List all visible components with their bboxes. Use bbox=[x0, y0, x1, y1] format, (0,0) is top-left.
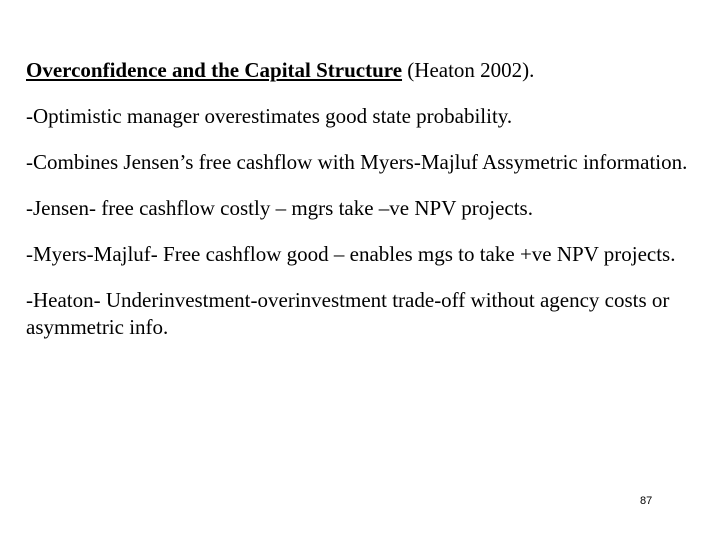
slide-title-citation: (Heaton 2002). bbox=[402, 58, 535, 82]
page-number: 87 bbox=[640, 495, 653, 507]
point-optimistic-manager: -Optimistic manager overestimates good state probability. bbox=[26, 104, 513, 128]
slide-content bbox=[26, 57, 696, 360]
point-jensen: -Jensen- free cashflow costly – mgrs take –ve NPV projects. bbox=[26, 196, 533, 220]
point-heaton: -Heaton- Underinvestment-overinvestment trade-off without agency costs or asymmetric info. bbox=[26, 288, 670, 339]
point-combines-jensen-myers: -Combines Jensen’s free cashflow with Myers-Majluf Assymetric information. bbox=[26, 150, 688, 174]
slide-title bbox=[26, 57, 696, 84]
point-myers-majluf: -Myers-Majluf- Free cashflow good – enables mgs to take +ve NPV projects. bbox=[26, 242, 676, 266]
slide-title-bold: Overconfidence and the Capital Structure bbox=[26, 58, 403, 82]
